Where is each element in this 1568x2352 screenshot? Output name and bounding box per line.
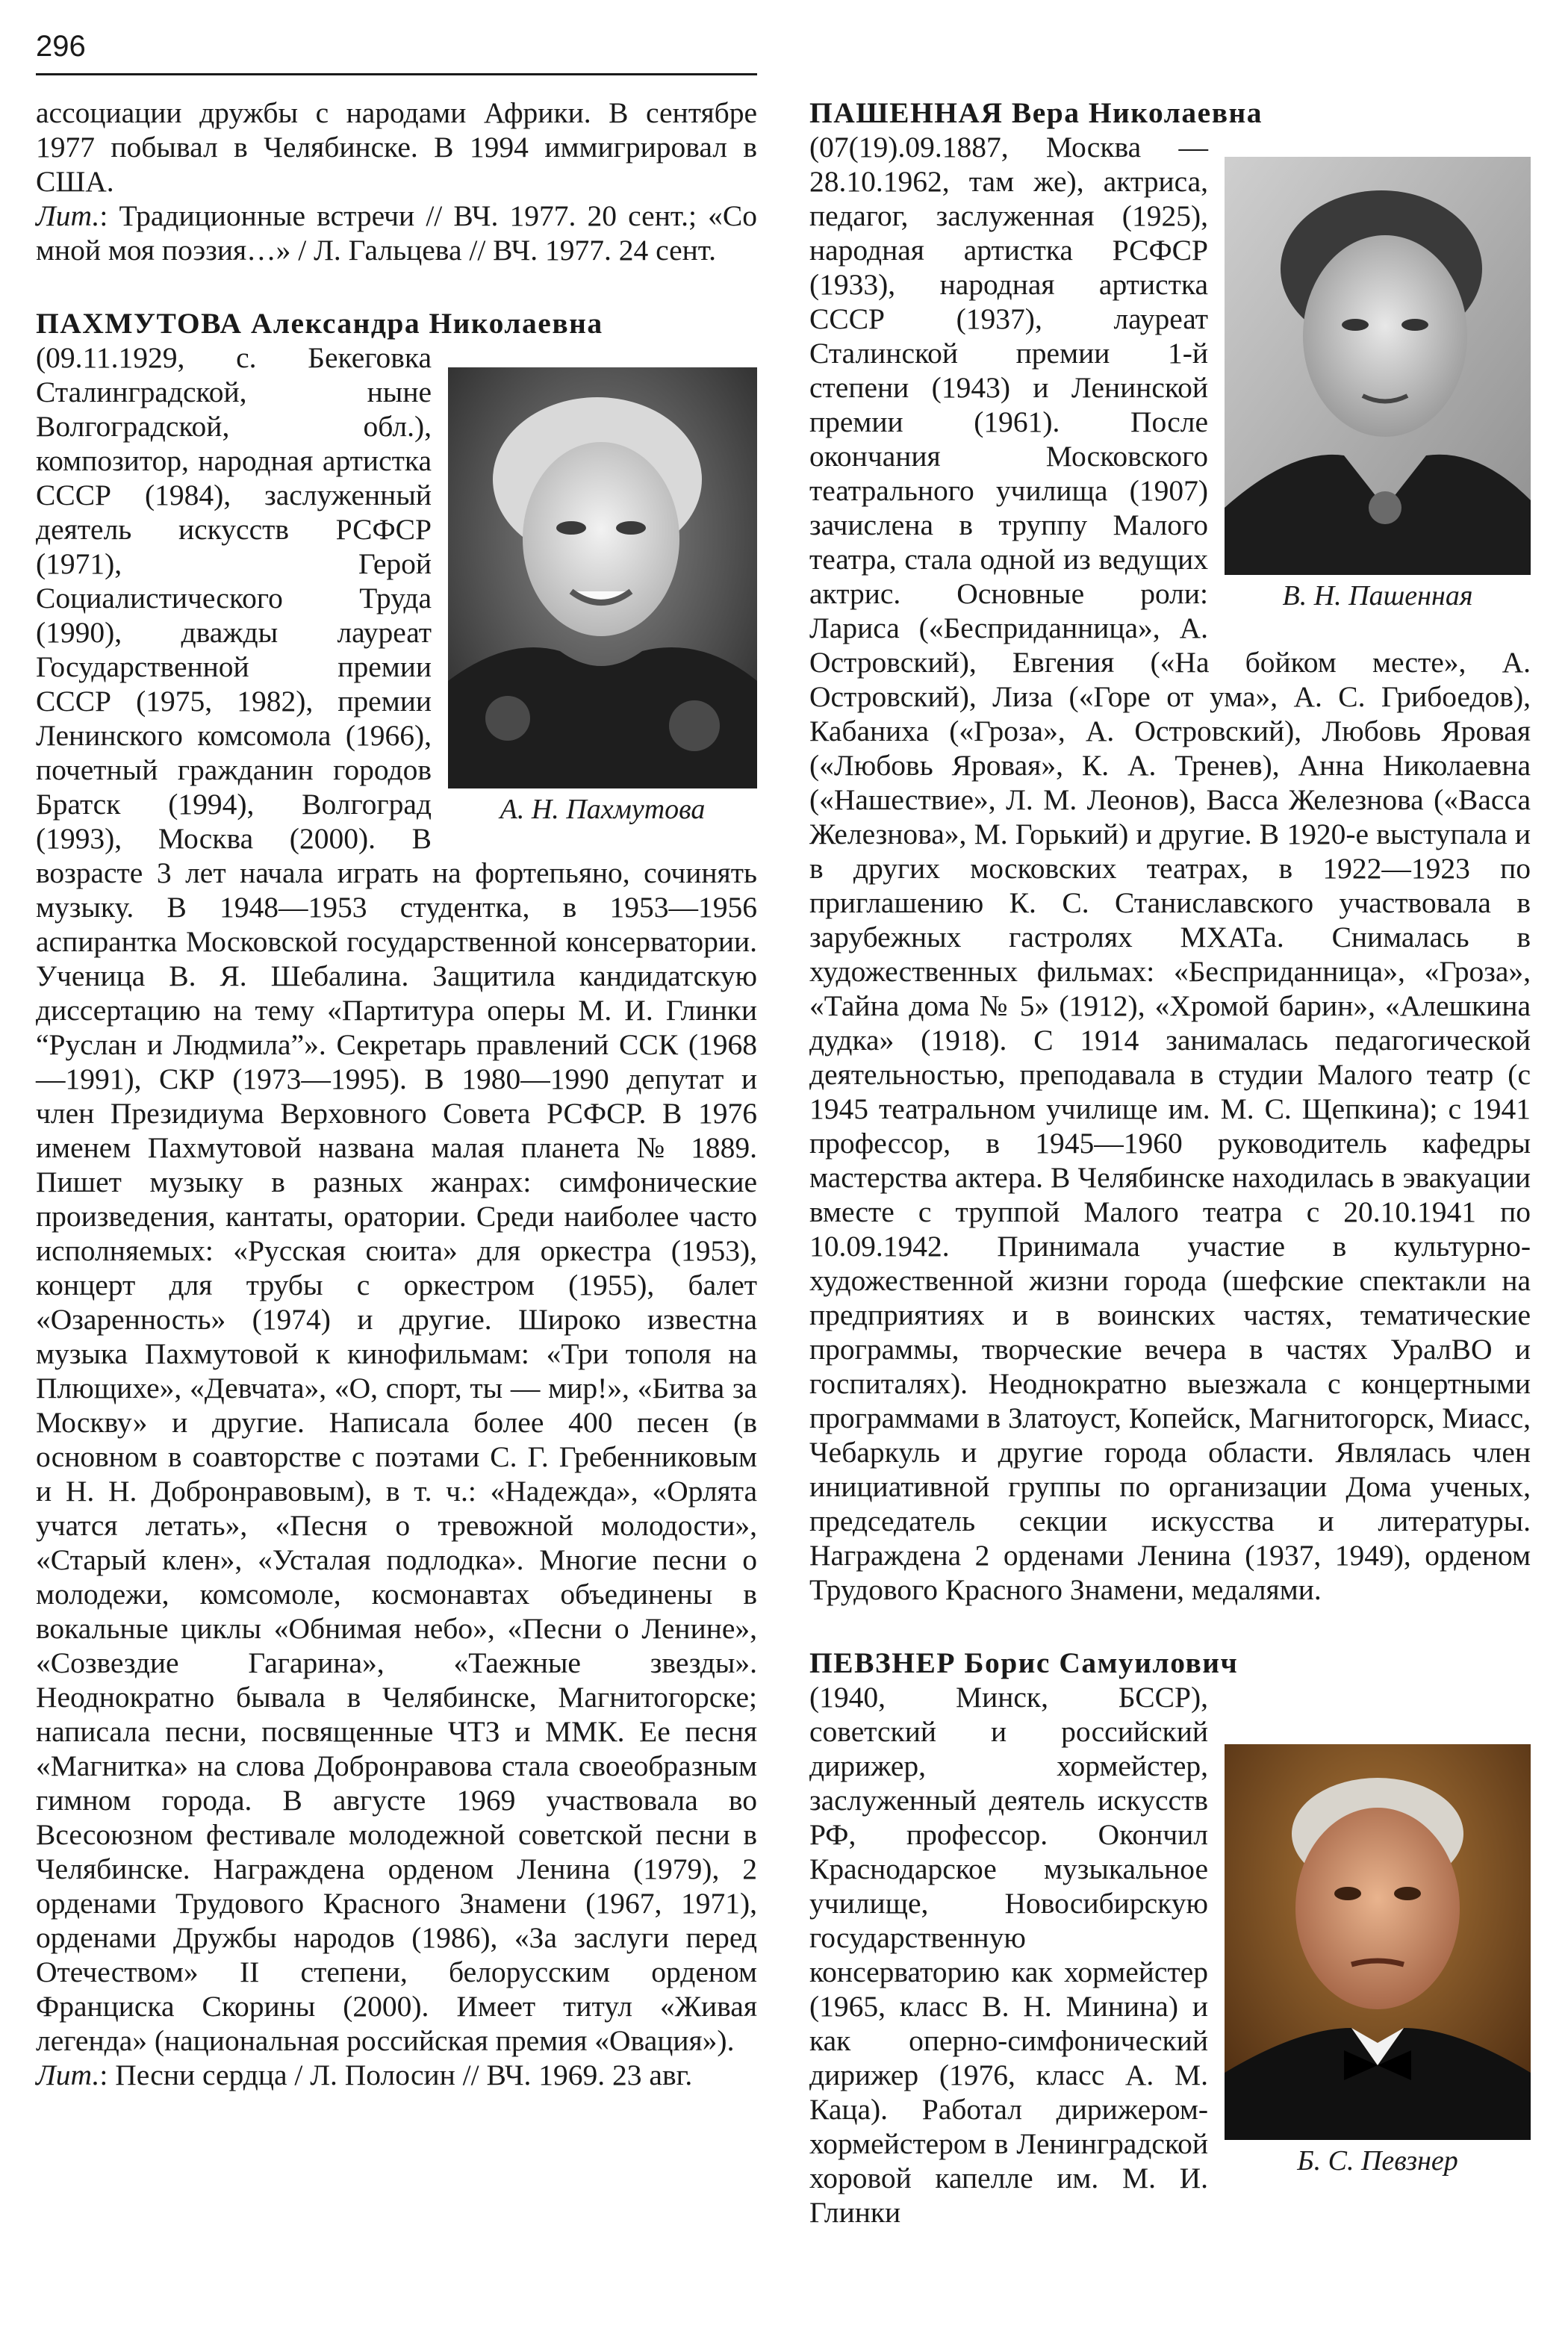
portrait-image <box>1225 1744 1531 2140</box>
header-rule <box>36 73 757 75</box>
photo-pakhmutova <box>448 367 757 826</box>
photo-caption: Б. С. Певзнер <box>1297 2145 1458 2177</box>
left-column <box>36 96 757 2092</box>
page-number: 296 <box>36 30 86 63</box>
entry-pevzner <box>809 1646 1531 2230</box>
entry-body <box>809 1646 1531 1680</box>
portrait-image <box>448 367 757 788</box>
literature-text: : Песни сердца / Л. Полосин // ВЧ. 1969. 23 авг. <box>99 2059 693 2091</box>
entry-pashennaya <box>809 96 1531 1607</box>
photo-pevzner <box>1225 1744 1531 2177</box>
literature-label: Лит. <box>36 199 100 232</box>
photo-pashennaya <box>1225 157 1531 612</box>
entry-name: ПАХМУТОВА Александра Николаевна <box>36 307 603 340</box>
entry-body <box>36 306 757 340</box>
literature-label: Лит. <box>36 2059 100 2091</box>
entry-name: ПАШЕННАЯ Вера Николаевна <box>809 96 1263 129</box>
photo-caption: В. Н. Пашенная <box>1282 580 1473 612</box>
entry-pakhmutova <box>36 306 757 2092</box>
portrait-image <box>1225 157 1531 575</box>
photo-caption: А. Н. Пахмутова <box>500 794 706 825</box>
entry-body <box>809 96 1531 130</box>
literature-text: : Традиционные встречи // ВЧ. 1977. 20 сент.; «Со мной моя поэзия…» / Л. Гальцева // ВЧ. 1977. 24 сент. <box>36 199 757 267</box>
right-column <box>809 96 1531 2230</box>
entry-text: (1940, Минск, БССР), советский и российский дирижер, хормейстер, заслуженный деятель искусств РФ, профессор. Окончил Краснодарское музыкальное училище, Новосибирскую государственную консерваторию как хормейстер (1965, класс В. Н. Минина) и как оперно-симфонический дирижер (1976, класс А. М. Каца). Работал дирижером-хормейстером в Ленинградской хоровой капелле им. М. И. Глинки <box>809 1681 1208 2229</box>
entry-name: ПЕВЗНЕР Борис Самуилович <box>809 1646 1239 1679</box>
continuation-body: ассоциации дружбы с народами Африки. В сентябре 1977 побывал в Челябинске. В 1994 иммигрировал в США. <box>36 96 757 198</box>
entry-literature <box>36 2058 757 2092</box>
entry-text: (09.11.1929, с. Бекеговка Сталинградской, ныне Волгоградской, обл.), композитор, народная артистка СССР (1984), заслуженный деятель искусств РСФСР (1971), Герой Социалистического Труда (1990), дважды лауреат Государственной премии СССР (1975, 1982), премии Ленинского комсомола (1966), почетный гражданин городов Братск (1994), Волгоград (1993), Москва (2000). В возрасте 3 лет начала играть на фортепьяно, сочинять музыку. В 1948—1953 студентка, в 1953—1956 аспирантка Московской государственной консерватории. Ученица В. Я. Шебалина. Защитила кандидатскую диссертацию на тему «Партитура оперы М. И. Глинки “Руслан и Людмила”». Секретарь правлений ССК (1968—1991), СКР (1973—1995). В 1980—1990 депутат и член Президиума Верховного Совета РСФСР. В 1976 именем Пахмутовой названа малая планета № 1889. Пишет музыку в разных жанрах: симфонические произведения, кантаты, оратории. Среди наиболее часто исполняемых: «Русская сюита» для оркестра (1953), концерт для трубы с оркестром (1955), балет «Озаренность» (1974) и другие. Широко известна музыка Пахмутовой к кинофильмам: «Три тополя на Плющихе», «Девчата», «О, спорт, ты — мир!», «Битва за Москву» и другие. Написала более 400 песен (в основном в соавторстве с поэтами С. Г. Гребенниковым и Н. Н. Добронравовым), в т. ч.: «Надежда», «Орлята учатся летать», «Песня о тревожной молодости», «Старый клен», «Усталая подлодка». Многие песни о молодежи, комсомоле, космонавтах объединены в вокальные циклы «Обнимая небо», «Песни о Ленине», «Созвездие Гагарина», «Таежные звезды». Неоднократно бывала в Челябинске, Магнитогорске; написала песни, посвященные ЧТЗ и ММК. Ее песня «Магнитка» на слова Добронравова стала своеобразным гимном города. В августе 1969 участвовала во Всесоюзном фестивале молодежной советской песни в Челябинске. Награждена орденом Ленина (1979), 2 орденами Трудового Красного Знамени (1967, 1971), орденами Дружбы народов (1986), «За заслуги перед Отечеством» II степени, белорусским орденом Франциска Скорины (2000). Имеет титул «Живая легенда» (национальная российская премия «Овация»). <box>36 341 757 2057</box>
continuation-literature <box>36 199 757 267</box>
entry-text: (07(19).09.1887, Москва — 28.10.1962, там же), актриса, педагог, заслуженная (1925), народная артистка РСФСР (1933), народная артистка СССР (1937), лауреат Сталинской премии 1-й степени (1943) и Ленинской премии (1961). После окончания Московского театрального училища (1907) зачислена в труппу Малого театра, стала одной из ведущих актрис. Основные роли: Лариса («Бесприданница», А. Островский), Евгения («На бойком месте», А. Островский), Лиза («Горе от ума», А. С. Грибоедов), Кабаниха («Гроза», А. Островский), Любовь Яровая («Любовь Яровая», К. А. Тренев), Анна Николаевна («Нашествие», Л. М. Леонов), Васса Железнова («Васса Железнова», М. Горький) и другие. В 1920-е выступала и в других московских театрах, в 1922—1923 по приглашению К. С. Станиславского участвовала в зарубежных гастролях МХАТа. Снималась в художественных фильмах: «Бесприданница», «Гроза», «Тайна дома № 5» (1912), «Хромой барин», «Алешкина дудка» (1918). С 1914 занималась педагогической деятельностью, преподавала в студии Малого театр (с 1945 театральном училище им. М. С. Щепкина); с 1941 профессор, в 1945—1960 руководитель кафедры мастерства актера. В Челябинске находилась в эвакуации вместе с труппой Малого театра с 20.10.1941 по 10.09.1942. Принимала участие в культурно-художественной жизни города (шефские спектакли на предприятиях и в воинских частях, тематические программы, творческие вечера в частях УралВО и госпиталях). Неоднократно выезжала с концертными программами в Златоуст, Копейск, Магнитогорск, Миасс, Чебаркуль и другие города области. Являлась член инициативной группы по организации Дома ученых, председатель секции искусства и литературы. Награждена 2 орденами Ленина (1937, 1949), орденом Трудового Красного Знамени, медалями. <box>809 131 1531 1606</box>
continuation-text <box>36 96 757 199</box>
